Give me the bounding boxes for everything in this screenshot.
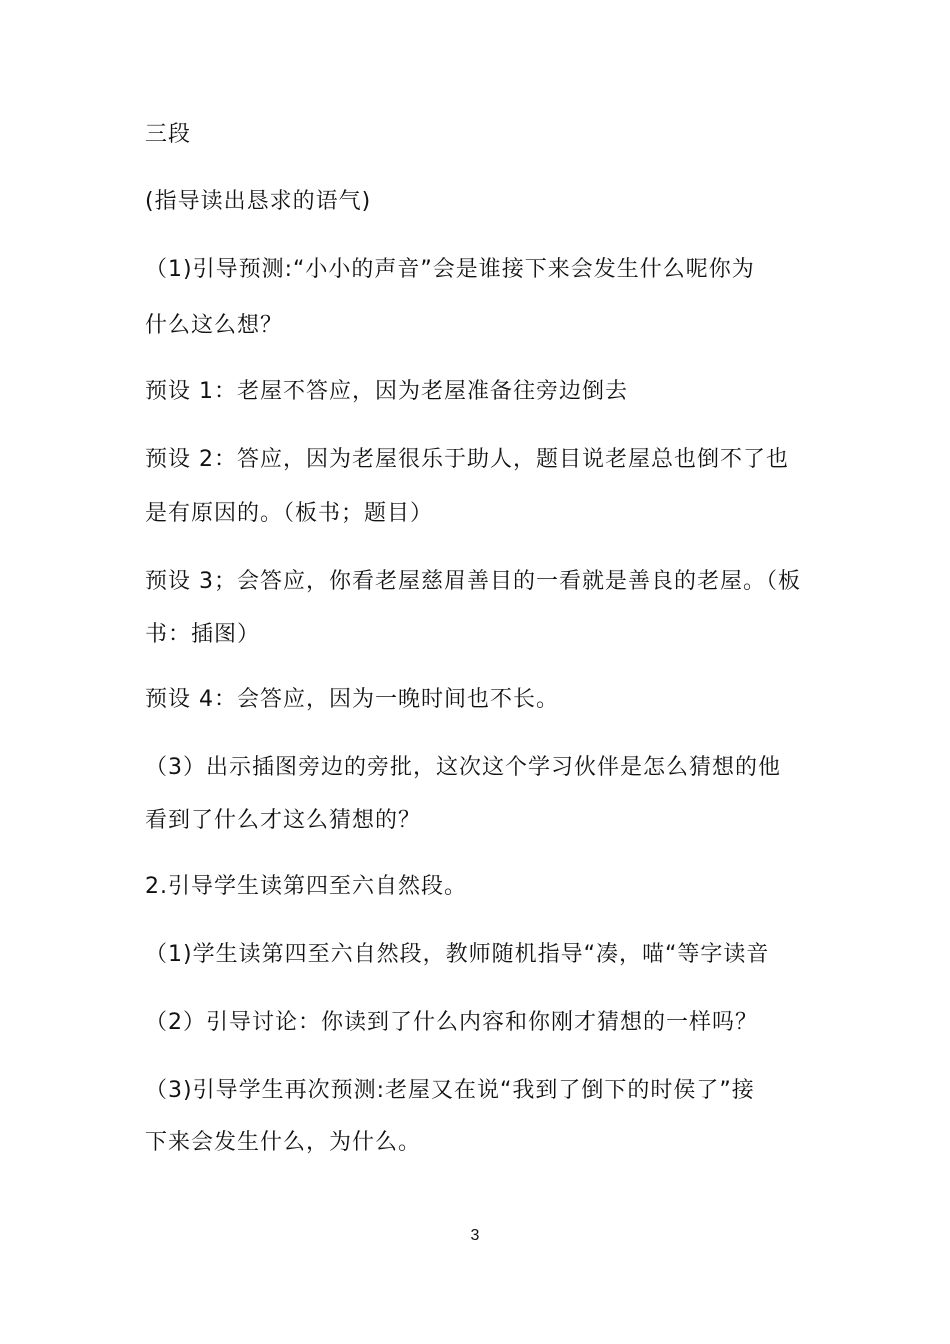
text-line: 2.引导学生读第四至六自然段。 <box>145 874 467 899</box>
text-line: 下来会发生什么，为什么。 <box>145 1130 422 1155</box>
text-line: （3）出示插图旁边的旁批，这次这个学习伙伴是怎么猜想的他 <box>145 755 781 780</box>
text-line: 书：插图） <box>145 622 261 647</box>
text-line: 预设 3；会答应，你看老屋慈眉善目的一看就是善良的老屋。（板 <box>145 569 801 594</box>
text-line: （1)学生读第四至六自然段，教师随机指导“凑，喵“等字读音 <box>145 942 770 967</box>
text-line: 看到了什么才这么猜想的？ <box>145 808 422 833</box>
page-number: 3 <box>470 1227 480 1244</box>
text-line: 预设 1：老屋不答应，因为老屋准备往旁边倒去 <box>145 379 628 404</box>
text-line: （3)引导学生再次预测:老屋又在说“我到了倒下的时侯了”接 <box>145 1078 755 1103</box>
text-line: 预设 4：会答应，因为一晚时间也不长。 <box>145 687 559 712</box>
text-line: 是有原因的。（板书；题目） <box>145 501 434 526</box>
text-line: （1)引导预测:“小小的声音”会是谁接下来会发生什么呢你为 <box>145 257 755 282</box>
text-line: 三段 <box>145 122 192 147</box>
text-line: （2）引导讨论：你读到了什么内容和你刚才猜想的一样吗？ <box>145 1010 758 1035</box>
text-line: (指导读出恳求的语气) <box>145 189 372 214</box>
text-line: 什么这么想？ <box>145 313 284 338</box>
text-line: 预设 2：答应，因为老屋很乐于助人，题目说老屋总也倒不了也 <box>145 447 789 472</box>
